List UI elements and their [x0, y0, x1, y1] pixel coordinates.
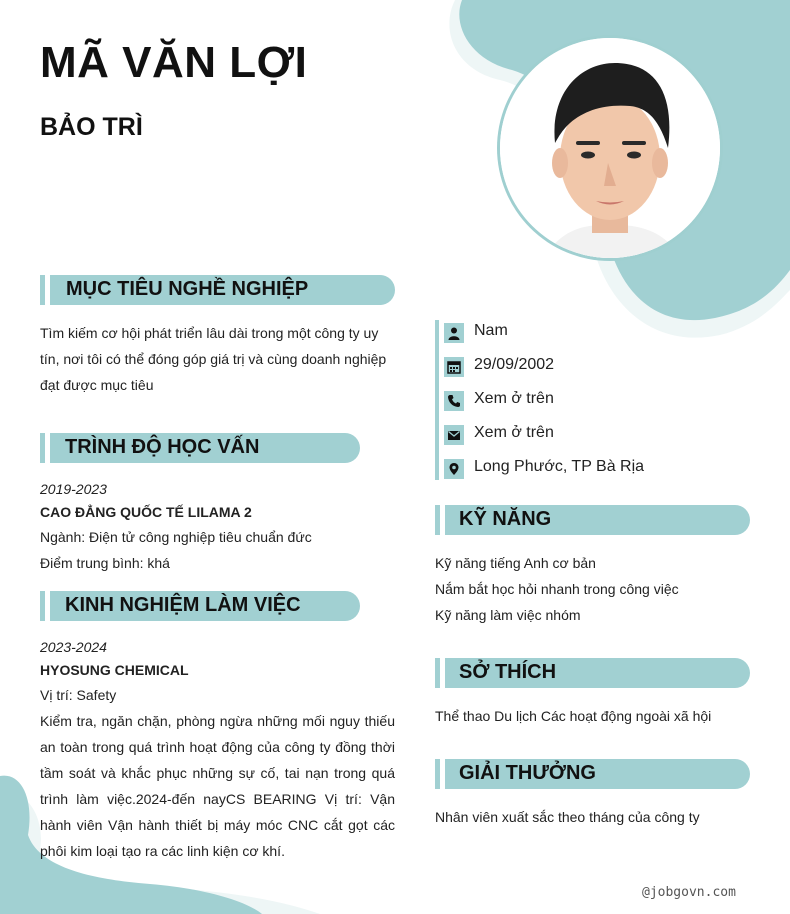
info-phone: Xem ở trên: [474, 390, 554, 407]
section-education-header: [40, 433, 360, 463]
section-experience-title: KINH NGHIỆM LÀM VIỆC: [65, 594, 301, 616]
info-divider: [435, 320, 439, 480]
section-objective-header: [40, 275, 395, 305]
education-period: 2019-2023: [40, 481, 107, 497]
skill-item: Kỹ năng làm việc nhóm: [435, 607, 581, 623]
section-accent-bar: [40, 433, 45, 463]
phone-icon: [444, 391, 464, 411]
section-awards-header: [435, 759, 750, 789]
info-email: Xem ở trên: [474, 424, 554, 441]
section-hobbies-title: SỞ THÍCH: [459, 661, 557, 683]
hobbies-text: Thể thao Du lịch Các hoạt động ngoài xã hội: [435, 708, 712, 724]
skill-item: Nắm bắt học hỏi nhanh trong công việc: [435, 581, 679, 597]
experience-period: 2023-2024: [40, 639, 107, 655]
education-major: Ngành: Điện tử công nghiệp tiêu chuẩn đức: [40, 529, 312, 545]
section-accent-bar: [435, 759, 440, 789]
section-accent-bar: [40, 275, 45, 305]
section-accent-bar: [40, 591, 45, 621]
section-hobbies-header: [435, 658, 750, 688]
section-education-title: TRÌNH ĐỘ HỌC VẤN: [65, 436, 260, 458]
experience-position: Vị trí: Safety: [40, 687, 117, 703]
experience-company: HYOSUNG CHEMICAL: [40, 662, 189, 678]
section-experience-header: [40, 591, 360, 621]
portrait-illustration: [500, 38, 720, 258]
section-accent-bar: [435, 658, 440, 688]
section-objective-title: MỤC TIÊU NGHỀ NGHIỆP: [66, 278, 309, 300]
education-gpa: Điểm trung bình: khá: [40, 555, 170, 571]
mail-icon: [444, 425, 464, 445]
section-skills-title: KỸ NĂNG: [459, 508, 552, 530]
profile-photo: [500, 38, 720, 258]
experience-description: Kiểm tra, ngăn chặn, phòng ngừa những mối nguy thiếu an toàn trong quá trình hoạt động của công ty đồng thời tầm soát và khắc phục những sự cố, tai nạn trong quá trình làm việc.2024-đến nayCS BEARING Vị trí: Vận hành viên Vận hành thiết bị máy móc CNC cắt gọt các phôi kim loại tạo ra các linh kiện cơ khí.: [40, 713, 395, 859]
objective-text: Tìm kiếm cơ hội phát triển lâu dài trong một công ty uy tín, nơi tôi có thể đóng góp giá trị và cùng doanh nghiệp đạt được mục tiêu: [40, 325, 387, 393]
section-skills-header: [435, 505, 750, 535]
info-birthdate: 29/09/2002: [474, 356, 555, 373]
watermark: @jobgovn.com: [642, 885, 736, 900]
info-gender: Nam: [474, 322, 508, 339]
awards-text: Nhân viên xuất sắc theo tháng của công ty: [435, 809, 700, 825]
person-icon: [444, 323, 464, 343]
location-icon: [444, 459, 464, 479]
section-accent-bar: [435, 505, 440, 535]
candidate-name: MÃ VĂN LỢI: [40, 38, 308, 87]
section-awards-title: GIẢI THƯỞNG: [459, 762, 596, 784]
skill-item: Kỹ năng tiếng Anh cơ bản: [435, 555, 596, 571]
candidate-role: BẢO TRÌ: [40, 113, 143, 141]
education-school: CAO ĐẲNG QUỐC TẾ LILAMA 2: [40, 504, 252, 520]
calendar-icon: [444, 357, 464, 377]
info-address: Long Phước, TP Bà Rịa: [474, 458, 645, 475]
